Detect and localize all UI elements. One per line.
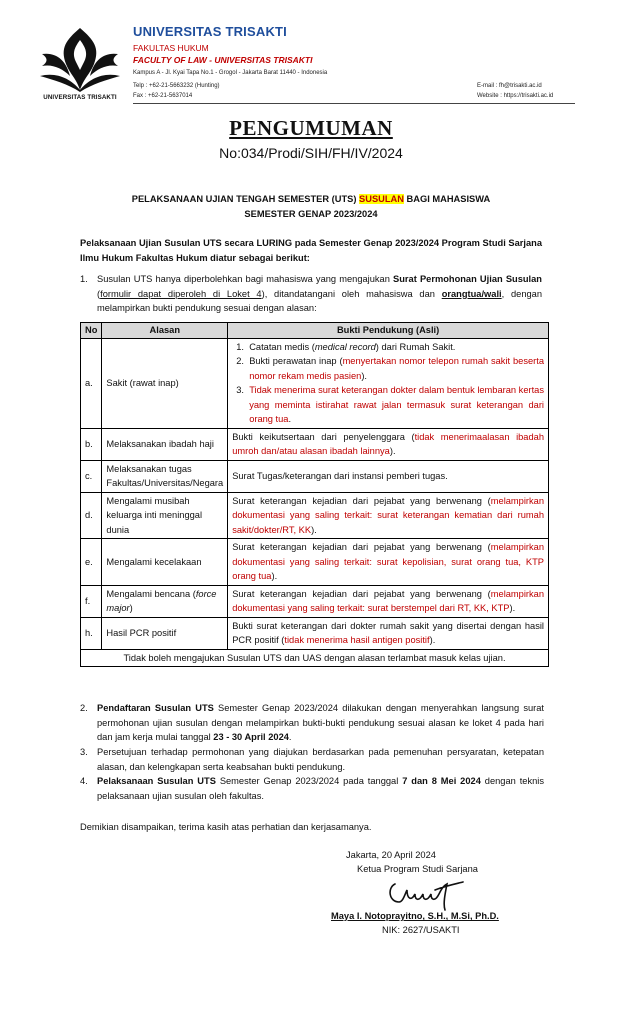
p1-t2: ( <box>97 288 101 299</box>
row-evidence <box>228 539 549 586</box>
evidence-text: Bukti keikutsertaan dari penyelenggara ( <box>232 431 415 442</box>
evidence-item <box>232 340 544 355</box>
p1-t4: , dengan melampirkan bukti pendukung sesuai dengan alasan: <box>97 288 542 313</box>
row-evidence <box>228 617 549 649</box>
p1-underlined: formulir dapat diperoleh di Loket 4 <box>100 288 262 299</box>
p2-bold-2: 23 - 30 April 2024 <box>213 732 289 742</box>
evidence-red-text: melampirkan dokumentasi yang saling terkait: surat kepolisian, surat orang tua, KTP orang tua <box>232 542 544 581</box>
fax: Fax : +62-21-5637014 <box>133 93 193 99</box>
evidence-text: ). <box>389 446 396 456</box>
table-row <box>81 539 549 586</box>
header-evidence: Bukti Pendukung (Asli) <box>228 323 549 339</box>
handwritten-signature <box>385 872 465 912</box>
campus-address: Kampus A - Jl. Kyai Tapa No.1 - Grogol - Jakarta Barat 11440 - Indonesia <box>133 70 328 76</box>
signatory-name: Maya I. Notoprayitno, S.H., M.Si, Ph.D. <box>331 911 499 921</box>
row-no: b. <box>81 428 102 460</box>
row-evidence <box>228 492 549 539</box>
requirements-table <box>80 322 549 667</box>
point-2-number: 2. <box>80 703 88 713</box>
row-no: d. <box>81 492 102 539</box>
evidence-text: Surat keterangan kejadian dari pejabat yang berwenang ( <box>232 542 491 552</box>
row-no: e. <box>81 539 102 586</box>
p1-t3: ), ditandatangani oleh mahasiswa dan <box>261 288 442 299</box>
evidence-item <box>232 383 544 427</box>
point-1-number: 1. <box>80 274 88 284</box>
p1-bold-2: orangtua/wali <box>441 288 502 299</box>
p1-bold-1: Surat Permohonan Ujian Susulan <box>393 274 542 284</box>
point-4-text <box>97 774 544 803</box>
row-reason: Mengalami musibah keluarga inti meninggal dunia <box>102 492 228 539</box>
header-no: No <box>81 323 102 339</box>
evidence-item <box>232 354 544 383</box>
reason-text: ) <box>129 603 133 613</box>
evidence-red-text: melampirkan dokumentasi yang saling terkait: surat berstempel dari RT, KK, KTP <box>232 588 544 613</box>
item-number: 2. <box>236 356 244 366</box>
row-no: c. <box>81 460 102 492</box>
telephone: Telp : +62-21-5663232 (Hunting) <box>133 83 220 89</box>
closing-text: Demikian disampaikan, terima kasih atas perhatian dan kerjasamanya. <box>80 822 372 832</box>
table-row <box>81 492 549 539</box>
item-italic: medical record <box>314 341 376 352</box>
p4-bold-2: 7 dan 8 Mei 2024 <box>402 776 481 786</box>
email: E-mail : fh@trisakti.ac.id <box>477 83 542 89</box>
subject-line-2: SEMESTER GENAP 2023/2024 <box>244 209 378 219</box>
item-text: ) dari Rumah Sakit. <box>375 341 456 352</box>
signature-place-date: Jakarta, 20 April 2024 <box>346 850 436 860</box>
row-reason: Sakit (rawat inap) <box>102 338 228 428</box>
evidence-red-text: tidak menerimaalasan ibadah umroh dan/atau alasan ibadah lainnya <box>232 431 544 456</box>
evidence-text: ). <box>429 635 436 645</box>
p4-t1: Semester Genap 2023/2024 pada tanggal <box>215 776 403 786</box>
table-header-row <box>81 323 549 339</box>
row-evidence <box>228 585 549 617</box>
subject-part-2: BAGI MAHASISWA <box>403 194 491 204</box>
announcement-subject <box>80 192 542 222</box>
item-text: . <box>288 414 292 424</box>
evidence-text: ). <box>271 571 278 581</box>
signature-role: Ketua Program Studi Sarjana <box>357 864 478 874</box>
row-reason: Melaksanakan ibadah haji <box>102 428 228 460</box>
row-reason <box>102 585 228 617</box>
evidence-red-text: melampirkan dokumentasi yang saling terkait: surat keterangan kematian dari rumah sakit/dokter/RT, KK <box>232 495 544 535</box>
item-red-text: Tidak menerima surat keterangan dokter dalam bentuk lembaran kertas yang meminta istirahat rawat jalan termasuk surat keterangan dari orang tua <box>249 385 544 424</box>
table-footnote-row <box>81 649 549 667</box>
p4-t2: dengan teknis pelaksanaan ujian susulan oleh fakultas. <box>97 776 544 801</box>
row-evidence <box>228 428 549 460</box>
item-red-text: menyertakan nomor telepon rumah sakit beserta nomor rekam medis pasien <box>249 356 544 381</box>
point-4-number: 4. <box>80 776 88 786</box>
signatory-nik: NIK: 2627/USAKTI <box>382 925 460 935</box>
item-number: 1. <box>236 341 244 352</box>
evidence-text: ). <box>311 524 317 535</box>
point-3-text: Persetujuan terhadap permohonan yang diajukan berdasarkan pada pemenuhan persyaratan, ketepatan alasan, dan kelengkapan serta keabsahan bukti pendukung. <box>97 747 544 772</box>
page-title: PENGUMUMAN <box>229 116 393 140</box>
item-text: Bukti perawatan inap ( <box>249 356 343 366</box>
p2-bold-1: Pendaftaran Susulan UTS <box>97 703 214 713</box>
table-row <box>81 585 549 617</box>
website: Website : https://trisakti.ac.id <box>477 93 554 99</box>
p2-t2: . <box>288 732 292 742</box>
point-1-text <box>97 272 542 316</box>
letterhead-divider <box>133 103 575 104</box>
evidence-text: ). <box>509 603 516 613</box>
reason-italic: force major <box>106 588 217 613</box>
evidence-text: Surat keterangan kejadian dari pejabat yang berwenang ( <box>232 588 491 599</box>
evidence-text: Surat keterangan kejadian dari pejabat yang berwenang ( <box>232 495 491 506</box>
evidence-text: Bukti surat keterangan dari dokter rumah sakit yang disertai dengan hasil PCR positif ( <box>232 620 544 645</box>
point-2-text <box>97 701 544 745</box>
university-name: UNIVERSITAS TRISAKTI <box>133 24 287 39</box>
row-evidence <box>228 338 549 428</box>
row-no: f. <box>81 585 102 617</box>
row-reason: Melaksanakan tugas Fakultas/Universitas/Negara <box>102 460 228 492</box>
row-reason: Hasil PCR positif <box>102 617 228 649</box>
p4-bold-1: Pelaksanaan Susulan UTS <box>97 776 216 786</box>
p2-t1: Semester Genap 2023/2024 dilakukan dengan menyerahkan langsung surat permohonan ujian susulan dengan melampirkan bukti-bukti pendukung sesuai alasan ke loket 4 pada hari dan jam kerja mulai tanggal <box>97 703 544 742</box>
table-row <box>81 617 549 649</box>
table-row <box>81 338 549 428</box>
university-logo <box>36 26 124 94</box>
header-reason: Alasan <box>102 323 228 339</box>
item-text: Catatan medis ( <box>249 341 315 352</box>
row-no: a. <box>81 338 102 428</box>
row-evidence: Surat Tugas/keterangan dari instansi pemberi tugas. <box>228 460 549 492</box>
subject-highlight: SUSULAN <box>359 194 404 204</box>
announcement-number: No:034/Prodi/SIH/FH/IV/2024 <box>219 145 403 161</box>
evidence-red-text: tidak menerima hasil antigen positif <box>284 635 430 645</box>
reason-text: Mengalami bencana ( <box>106 588 196 599</box>
faculty-name: FAKULTAS HUKUM <box>133 43 209 53</box>
table-row <box>81 460 549 492</box>
subject-part-1: PELAKSANAAN UJIAN TENGAH SEMESTER (UTS) <box>131 194 360 204</box>
point-3-number: 3. <box>80 747 88 757</box>
intro-paragraph: Pelaksanaan Ujian Susulan UTS secara LURING pada Semester Genap 2023/2024 Program Studi Sarjana Ilmu Hukum Fakultas Hukum diatur sebagai berikut: <box>80 238 542 263</box>
faculty-name-english: FACULTY OF LAW - UNIVERSITAS TRISAKTI <box>133 55 313 65</box>
logo-caption: UNIVERSITAS TRISAKTI <box>43 94 117 101</box>
row-no: h. <box>81 617 102 649</box>
p1-t1: Susulan UTS hanya diperbolehkan bagi mahasiswa yang mengajukan <box>97 274 394 284</box>
item-number: 3. <box>236 385 244 395</box>
table-row <box>81 428 549 460</box>
table-footnote: Tidak boleh mengajukan Susulan UTS dan UAS dengan alasan terlambat masuk kelas ujian. <box>81 649 549 667</box>
row-reason: Mengalami kecelakaan <box>102 539 228 586</box>
item-text: ). <box>361 370 368 381</box>
